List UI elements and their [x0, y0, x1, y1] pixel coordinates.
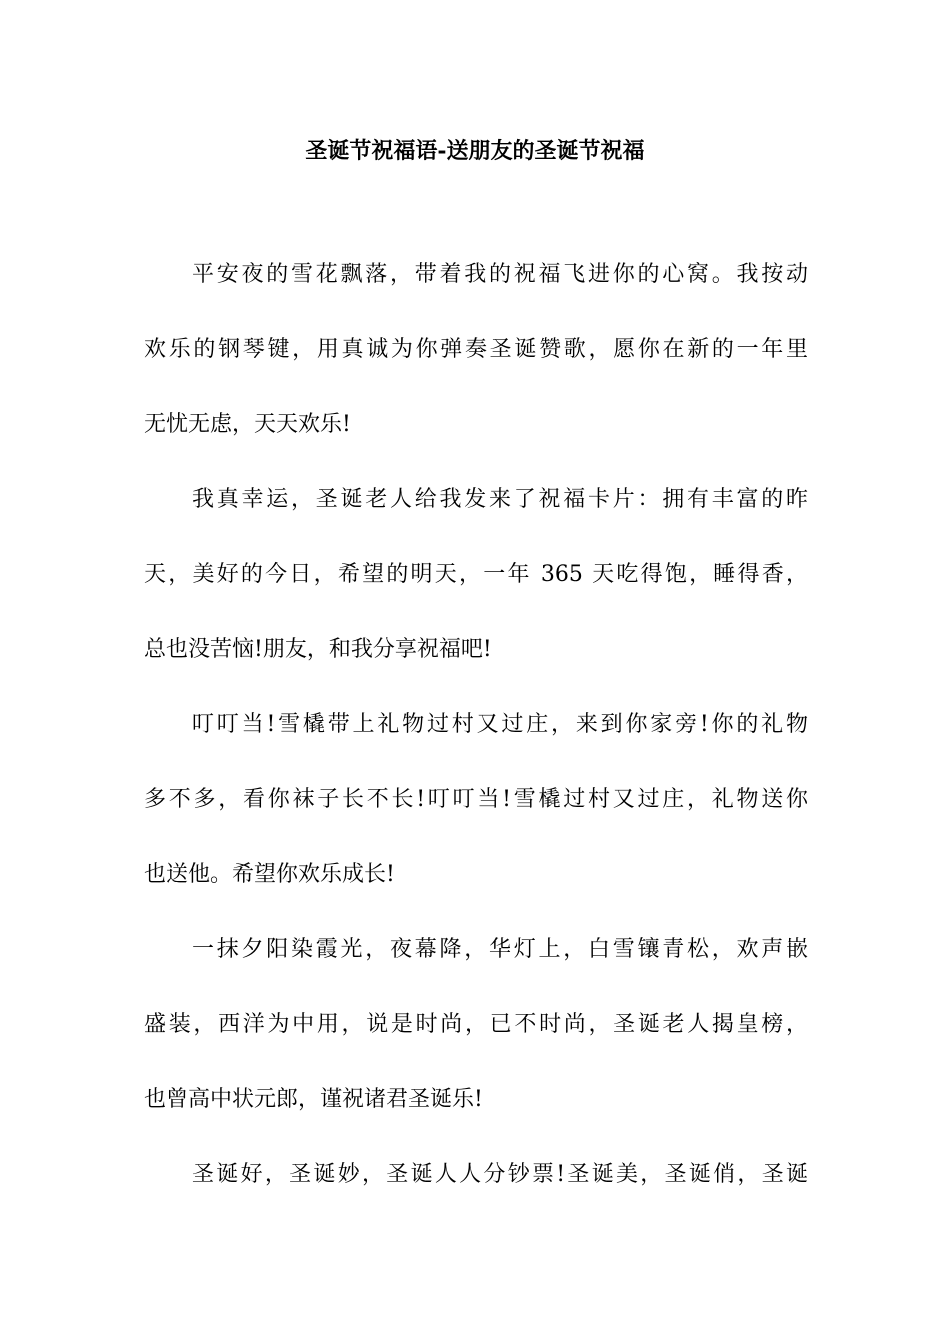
paragraph-line: 总也没苦恼!朋友，和我分享祝福吧! — [144, 637, 492, 662]
document-body — [144, 252, 808, 1227]
paragraph-line: 多不多，看你袜子长不长!叮叮当!雪橇过村又过庄，礼物送你 — [144, 787, 808, 812]
paragraph-line: 无忧无虑，天天欢乐! — [144, 412, 351, 437]
paragraph-line: 盛装，西洋为中用，说是时尚，已不时尚，圣诞老人揭皇榜， — [144, 1012, 808, 1037]
paragraph-line: 欢乐的钢琴键，用真诚为你弹奏圣诞赞歌，愿你在新的一年里 — [144, 337, 808, 362]
paragraph-line: 天，美好的今日，希望的明天，一年 365 天吃得饱，睡得香， — [144, 562, 808, 587]
paragraph-line: 平安夜的雪花飘落，带着我的祝福飞进你的心窝。我按动 — [192, 262, 808, 287]
paragraph-line: 也送他。希望你欢乐成长! — [144, 862, 395, 887]
paragraph-line: 圣诞好，圣诞妙，圣诞人人分钞票!圣诞美，圣诞俏，圣诞 — [192, 1162, 808, 1187]
paragraph-line: 也曾高中状元郎，谨祝诸君圣诞乐! — [144, 1087, 483, 1112]
paragraph-line: 我真幸运，圣诞老人给我发来了祝福卡片：拥有丰富的昨 — [192, 487, 808, 512]
paragraph-line: 一抹夕阳染霞光，夜幕降，华灯上，白雪镶青松，欢声嵌 — [192, 937, 808, 962]
document-title: 圣诞节祝福语-送朋友的圣诞节祝福 — [305, 138, 645, 164]
paragraph-line: 叮叮当!雪橇带上礼物过村又过庄，来到你家旁!你的礼物 — [192, 712, 808, 737]
